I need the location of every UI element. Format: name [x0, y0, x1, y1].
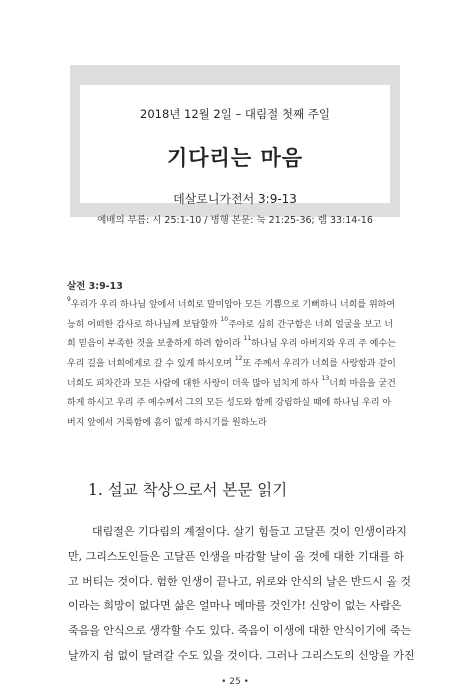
body-line: 죽음을 안식으로 생각할 수도 있다. 죽음이 이생에 대한 안식이기에 죽는 — [68, 624, 412, 638]
scripture-reference: 데살로니가전서 3:9-13 — [173, 192, 297, 206]
body-line: 고 버티는 것이다. 험한 인생이 끝나고, 위로와 안식의 날은 반드시 올 것 — [68, 574, 411, 588]
verse-text: 하게 하시고 우리 주 예수께서 그의 모든 성도와 함께 강림하실 때에 하나님 우리 아 — [67, 398, 392, 409]
verse-text: 하나님 우리 아버지와 우리 주 예수는 — [251, 339, 396, 350]
body-line: 대림절은 기다림의 계절이다. 살기 힘들고 고달픈 것이 인생이라지 — [92, 525, 407, 538]
verse-text: 능히 어떠한 감사로 하나님께 보답할까 — [67, 319, 221, 330]
passage-line — [67, 335, 411, 355]
passage-label: 살전 3:9-13 — [67, 281, 123, 292]
passage-line — [67, 355, 411, 375]
verse-text: 너희도 피차간과 모든 사람에 대한 사랑이 더욱 많아 넘치게 하사 — [67, 378, 322, 389]
verse-number: 12 — [234, 355, 243, 363]
passage-line — [67, 394, 411, 414]
body-line: 날까지 쉼 없이 달려갈 수도 있을 것이다. 그러나 그리스도의 신앙을 가진 — [68, 648, 415, 662]
sermon-title: 기다리는 마음 — [166, 146, 304, 170]
sermon-date: 2018년 12월 2일 – 대림절 첫째 주일 — [140, 107, 330, 121]
body-line: 만, 그리스도인들은 고달픈 인생을 마감할 날이 올 것에 대한 기대를 하 — [68, 549, 404, 563]
section-heading: 1. 설교 착상으로서 본문 읽기 — [88, 481, 288, 499]
verse-text: 또 주께서 우리가 너희를 사랑함과 같이 — [242, 359, 396, 370]
scripture-passage — [67, 296, 411, 434]
worship-readings: 예배의 부름: 시 25:1-10 / 병행 본문: 눅 21:25-36; 렘 33:14-16 — [97, 215, 373, 226]
passage-line — [67, 375, 411, 395]
verse-number: 13 — [321, 374, 330, 382]
verse-text: 우리 길을 너희에게로 갈 수 있게 하시오며 — [67, 359, 235, 370]
passage-line — [67, 414, 411, 434]
verse-text: 우리가 우리 하나님 앞에서 너희로 말미암아 모든 기쁨으로 기뻐하니 너희를 위하여 — [70, 300, 396, 310]
sermon-body-text — [68, 520, 413, 669]
verse-text: 버지 앞에서 거룩함에 흠이 없게 하시기를 원하노라 — [67, 418, 267, 429]
verse-text: 주야로 심히 간구함은 너희 얼굴을 보고 너 — [228, 319, 394, 330]
verse-number: 9 — [67, 296, 71, 303]
verse-text: 너희 마음을 굳건 — [329, 378, 396, 389]
verse-text: 희 믿음이 부족한 것을 보충하게 하려 함이라 — [67, 339, 244, 350]
passage-line — [67, 296, 411, 316]
verse-number: 10 — [220, 315, 229, 323]
passage-line — [67, 316, 411, 336]
verse-number: 11 — [243, 335, 252, 343]
body-line: 이라는 희망이 없다면 삶은 얼마나 메마를 것인가! 신앙이 없는 사람은 — [68, 599, 402, 613]
page-number: • 25 • — [221, 677, 249, 687]
